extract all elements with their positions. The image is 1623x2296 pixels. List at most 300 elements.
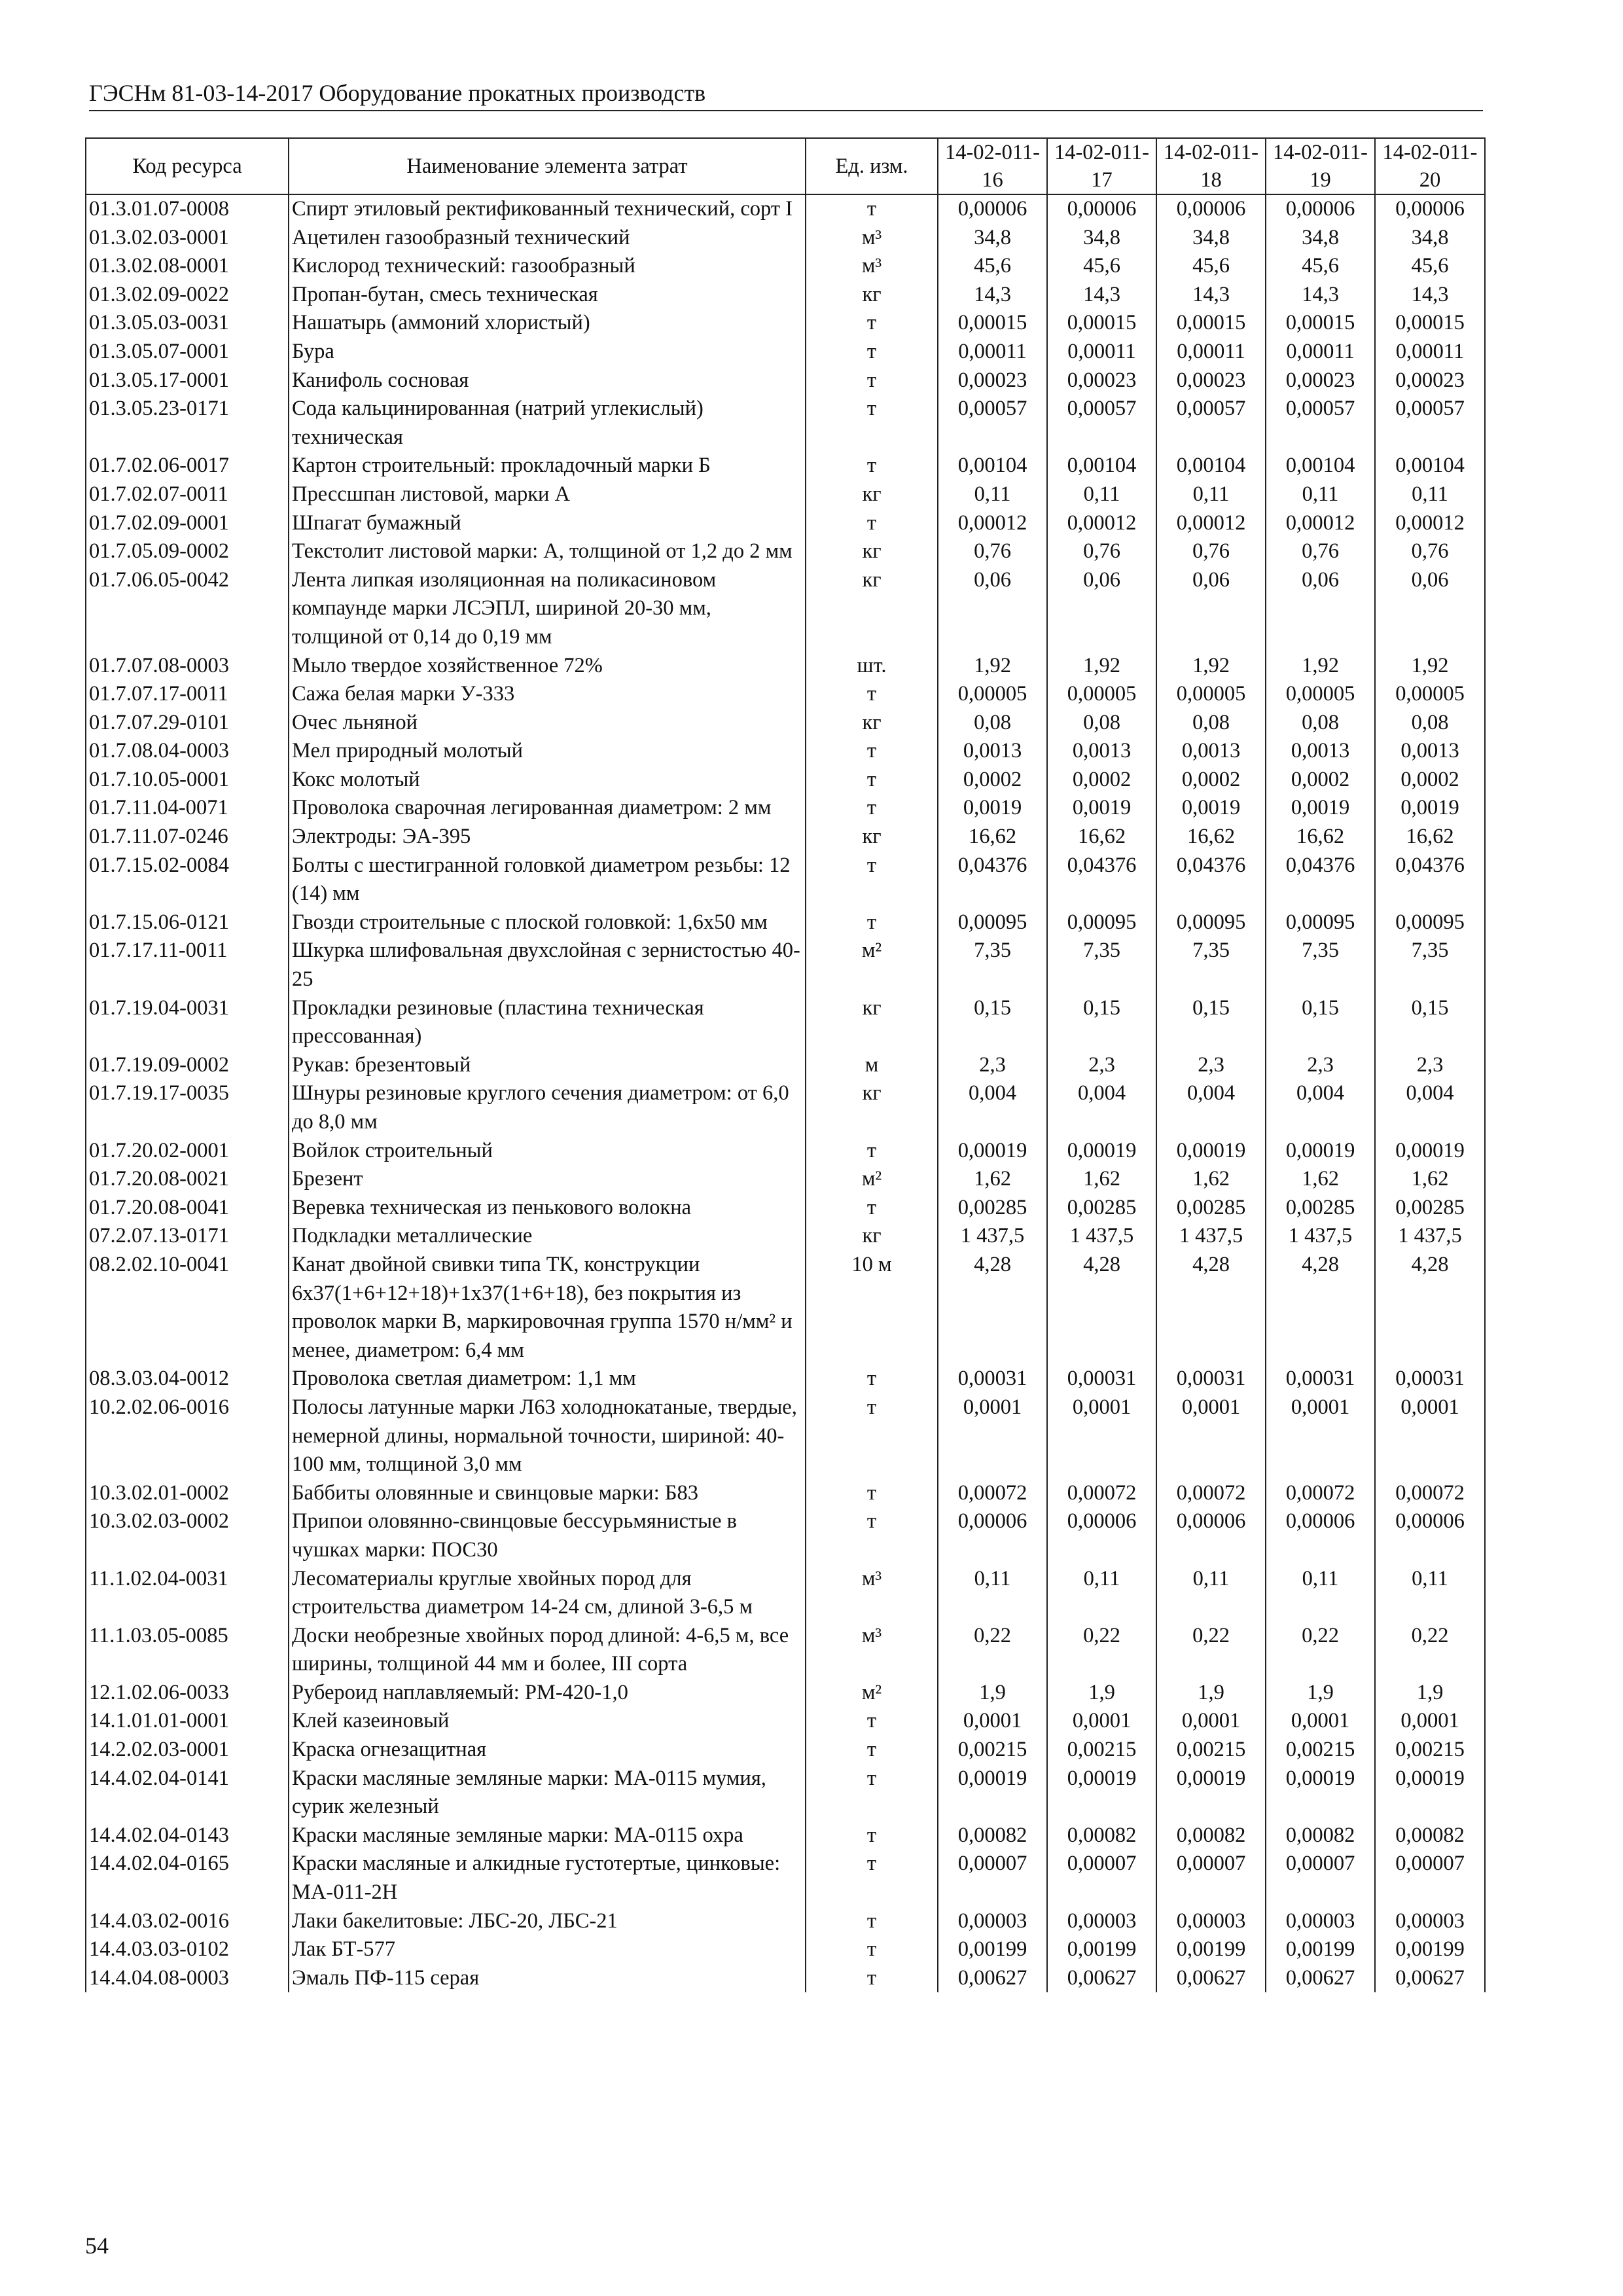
resource-value: 0,04376: [1047, 852, 1156, 908]
column-header: 14-02-011-17: [1047, 138, 1156, 194]
resource-unit: т: [806, 1935, 938, 1964]
resource-value: 0,0001: [1047, 1393, 1156, 1479]
table-row: [86, 338, 1485, 367]
resource-name: Краска огнезащитная: [289, 1736, 806, 1765]
resource-unit: т: [806, 194, 938, 224]
resource-code: 10.3.02.01-0002: [86, 1479, 289, 1508]
resource-value: 0,00095: [1375, 908, 1485, 937]
resource-value: 16,62: [938, 823, 1047, 852]
resource-value: 0,0001: [1156, 1393, 1266, 1479]
resource-value: 34,8: [938, 224, 1047, 253]
resource-unit: кг: [806, 480, 938, 509]
resource-value: 0,00006: [1375, 194, 1485, 224]
resource-value: 0,00019: [1156, 1137, 1266, 1166]
resource-value: 1 437,5: [1156, 1222, 1266, 1251]
resource-value: 0,00199: [1156, 1935, 1266, 1964]
resource-name: Баббиты оловянные и свинцовые марки: Б83: [289, 1479, 806, 1508]
resource-value: 0,00011: [938, 338, 1047, 367]
resource-unit: м: [806, 1051, 938, 1080]
resource-value: 0,11: [1266, 480, 1375, 509]
resource-value: 0,76: [1047, 537, 1156, 566]
resource-value: 16,62: [1375, 823, 1485, 852]
table-row: [86, 452, 1485, 480]
resource-value: 1,92: [1266, 652, 1375, 681]
resource-unit: т: [806, 1507, 938, 1564]
resource-code: 01.3.05.17-0001: [86, 367, 289, 395]
table-row: [86, 709, 1485, 738]
table-row: [86, 537, 1485, 566]
resource-value: 0,00082: [1266, 1821, 1375, 1850]
resource-unit: т: [806, 908, 938, 937]
resource-unit: т: [806, 1479, 938, 1508]
table-row: [86, 1479, 1485, 1508]
resource-value: 0,00285: [1375, 1194, 1485, 1223]
resource-value: 4,28: [938, 1251, 1047, 1365]
resource-value: 0,00007: [1047, 1850, 1156, 1907]
resource-value: 0,00627: [1156, 1964, 1266, 1993]
resource-value: 0,00003: [1047, 1907, 1156, 1936]
resource-value: 0,004: [1047, 1079, 1156, 1136]
resource-value: 0,22: [938, 1622, 1047, 1679]
resource-name: Лента липкая изоляционная на поликасиновом компаунде марки ЛСЭПЛ, шириной 20-30 мм, толщиной от 0,14 до 0,19 мм: [289, 566, 806, 652]
resource-value: 0,08: [1266, 709, 1375, 738]
table-row: [86, 1365, 1485, 1393]
resource-value: 0,00019: [1266, 1137, 1375, 1166]
resource-code: 01.7.15.06-0121: [86, 908, 289, 937]
resource-value: 0,00012: [1266, 509, 1375, 538]
resource-name: Кислород технический: газообразный: [289, 252, 806, 281]
resource-code: 01.3.05.23-0171: [86, 395, 289, 452]
resource-name: Краски масляные земляные марки: МА-0115 мумия, сурик железный: [289, 1765, 806, 1821]
resource-code: 01.7.19.09-0002: [86, 1051, 289, 1080]
resource-unit: т: [806, 1821, 938, 1850]
resource-code: 01.7.07.17-0011: [86, 680, 289, 709]
resource-value: 0,00023: [1375, 367, 1485, 395]
resource-code: 12.1.02.06-0033: [86, 1679, 289, 1708]
resource-unit: м³: [806, 224, 938, 253]
resource-value: 0,04376: [1266, 852, 1375, 908]
resource-value: 0,00005: [938, 680, 1047, 709]
resource-value: 0,00007: [938, 1850, 1047, 1907]
resource-value: 0,00011: [1047, 338, 1156, 367]
resource-value: 0,004: [1156, 1079, 1266, 1136]
table-row: [86, 652, 1485, 681]
resource-name: Текстолит листовой марки: А, толщиной от 1,2 до 2 мм: [289, 537, 806, 566]
resource-unit: т: [806, 1707, 938, 1736]
column-header: 14-02-011-18: [1156, 138, 1266, 194]
resource-value: 0,004: [938, 1079, 1047, 1136]
resource-name: Прокладки резиновые (пластина техническая прессованная): [289, 994, 806, 1051]
resource-unit: т: [806, 452, 938, 480]
resource-value: 0,0019: [1266, 794, 1375, 823]
resource-value: 0,08: [938, 709, 1047, 738]
resource-value: 2,3: [1375, 1051, 1485, 1080]
resource-table: [85, 137, 1486, 1992]
resource-code: 11.1.03.05-0085: [86, 1622, 289, 1679]
resource-name: Канифоль сосновая: [289, 367, 806, 395]
resource-unit: т: [806, 766, 938, 795]
resource-value: 0,00095: [1266, 908, 1375, 937]
resource-name: Нашатырь (аммоний хлористый): [289, 309, 806, 338]
resource-unit: т: [806, 309, 938, 338]
resource-name: Лак БТ-577: [289, 1935, 806, 1964]
resource-value: 45,6: [1266, 252, 1375, 281]
document-header: ГЭСНм 81-03-14-2017 Оборудование прокатных производств: [89, 77, 1483, 111]
resource-value: 0,00627: [938, 1964, 1047, 1993]
table-row: [86, 1679, 1485, 1708]
resource-value: 0,00007: [1156, 1850, 1266, 1907]
resource-unit: т: [806, 367, 938, 395]
resource-value: 0,00215: [1156, 1736, 1266, 1765]
resource-code: 01.3.02.08-0001: [86, 252, 289, 281]
resource-name: Лаки бакелитовые: ЛБС-20, ЛБС-21: [289, 1907, 806, 1936]
resource-name: Шпагат бумажный: [289, 509, 806, 538]
resource-value: 0,00072: [1375, 1479, 1485, 1508]
table-row: [86, 1622, 1485, 1679]
resource-value: 34,8: [1375, 224, 1485, 253]
resource-value: 0,0002: [1375, 766, 1485, 795]
resource-value: 0,00012: [1047, 509, 1156, 538]
resource-value: 0,0001: [1266, 1393, 1375, 1479]
resource-value: 34,8: [1047, 224, 1156, 253]
resource-code: 01.3.05.07-0001: [86, 338, 289, 367]
resource-value: 1 437,5: [1375, 1222, 1485, 1251]
resource-unit: т: [806, 509, 938, 538]
resource-code: 01.7.06.05-0042: [86, 566, 289, 652]
resource-value: 0,00019: [938, 1137, 1047, 1166]
resource-value: 0,00285: [1266, 1194, 1375, 1223]
resource-code: 10.3.02.03-0002: [86, 1507, 289, 1564]
resource-value: 0,00199: [938, 1935, 1047, 1964]
resource-value: 0,11: [938, 1565, 1047, 1622]
resource-code: 01.3.02.09-0022: [86, 281, 289, 310]
table-row: [86, 1964, 1485, 1993]
resource-value: 0,00072: [1266, 1479, 1375, 1508]
resource-code: 01.7.07.29-0101: [86, 709, 289, 738]
resource-value: 0,15: [1375, 994, 1485, 1051]
resource-value: 0,00072: [1156, 1479, 1266, 1508]
resource-value: 0,0002: [1047, 766, 1156, 795]
resource-code: 08.2.02.10-0041: [86, 1251, 289, 1365]
resource-value: 7,35: [1156, 937, 1266, 994]
table-row: [86, 480, 1485, 509]
resource-value: 0,00023: [1156, 367, 1266, 395]
table-row: [86, 281, 1485, 310]
resource-code: 14.4.04.08-0003: [86, 1964, 289, 1993]
resource-value: 34,8: [1266, 224, 1375, 253]
resource-value: 0,00095: [1156, 908, 1266, 937]
column-header: Ед. изм.: [806, 138, 938, 194]
resource-value: 0,00215: [1266, 1736, 1375, 1765]
resource-value: 45,6: [1156, 252, 1266, 281]
resource-value: 0,0002: [1156, 766, 1266, 795]
resource-value: 0,08: [1047, 709, 1156, 738]
resource-name: Мел природный молотый: [289, 737, 806, 766]
table-row: [86, 908, 1485, 937]
resource-code: 14.1.01.01-0001: [86, 1707, 289, 1736]
resource-value: 0,0001: [1047, 1707, 1156, 1736]
table-row: [86, 1907, 1485, 1936]
resource-unit: м³: [806, 1622, 938, 1679]
resource-unit: м²: [806, 937, 938, 994]
resource-unit: т: [806, 680, 938, 709]
resource-unit: т: [806, 1194, 938, 1223]
resource-value: 0,04376: [938, 852, 1047, 908]
resource-value: 0,00285: [1047, 1194, 1156, 1223]
table-row: [86, 852, 1485, 908]
resource-value: 14,3: [1266, 281, 1375, 310]
resource-code: 01.7.08.04-0003: [86, 737, 289, 766]
resource-unit: кг: [806, 994, 938, 1051]
resource-value: 0,22: [1156, 1622, 1266, 1679]
resource-value: 0,00019: [1047, 1765, 1156, 1821]
resource-name: Доски необрезные хвойных пород длиной: 4-6,5 м, все ширины, толщиной 44 мм и более, III сорта: [289, 1622, 806, 1679]
resource-name: Полосы латунные марки Л63 холоднокатаные, твердые, немерной длины, нормальной точности, шириной: 40-100 мм, толщиной 3,0 мм: [289, 1393, 806, 1479]
resource-name: Проволока сварочная легированная диаметром: 2 мм: [289, 794, 806, 823]
resource-value: 1,9: [1047, 1679, 1156, 1708]
column-header: Код ресурса: [86, 138, 289, 194]
resource-unit: т: [806, 852, 938, 908]
resource-value: 0,00003: [1375, 1907, 1485, 1936]
resource-value: 34,8: [1156, 224, 1266, 253]
resource-value: 0,0013: [1266, 737, 1375, 766]
resource-unit: т: [806, 1765, 938, 1821]
table-row: [86, 367, 1485, 395]
resource-value: 0,00072: [1047, 1479, 1156, 1508]
resource-value: 1,92: [938, 652, 1047, 681]
resource-unit: м²: [806, 1165, 938, 1194]
resource-value: 0,11: [1047, 480, 1156, 509]
resource-unit: кг: [806, 566, 938, 652]
resource-value: 0,00003: [1266, 1907, 1375, 1936]
resource-unit: 10 м: [806, 1251, 938, 1365]
resource-value: 0,11: [1156, 1565, 1266, 1622]
resource-name: Рубероид наплавляемый: РМ-420-1,0: [289, 1679, 806, 1708]
table-row: [86, 1707, 1485, 1736]
resource-value: 0,00031: [1047, 1365, 1156, 1393]
resource-value: 4,28: [1156, 1251, 1266, 1365]
resource-value: 0,00031: [1375, 1365, 1485, 1393]
resource-name: Канат двойной свивки типа ТК, конструкции 6х37(1+6+12+18)+1х37(1+6+18), без покрытия из проволок марки В, маркировочная группа 1570 н/мм² и менее, диаметром: 6,4 мм: [289, 1251, 806, 1365]
resource-name: Проволока светлая диаметром: 1,1 мм: [289, 1365, 806, 1393]
resource-value: 0,04376: [1156, 852, 1266, 908]
resource-value: 0,15: [938, 994, 1047, 1051]
resource-value: 0,00285: [938, 1194, 1047, 1223]
table-row: [86, 1565, 1485, 1622]
resource-value: 0,00095: [1047, 908, 1156, 937]
resource-value: 1,62: [938, 1165, 1047, 1194]
resource-value: 0,00057: [938, 395, 1047, 452]
resource-value: 0,00104: [1375, 452, 1485, 480]
resource-value: 0,00104: [1156, 452, 1266, 480]
table-row: [86, 509, 1485, 538]
resource-value: 0,00627: [1266, 1964, 1375, 1993]
resource-value: 14,3: [1047, 281, 1156, 310]
resource-value: 0,06: [1266, 566, 1375, 652]
resource-value: 0,00082: [1375, 1821, 1485, 1850]
resource-unit: т: [806, 1850, 938, 1907]
table-row: [86, 224, 1485, 253]
table-row: [86, 1393, 1485, 1479]
resource-value: 0,00006: [1266, 194, 1375, 224]
resource-code: 01.3.05.03-0031: [86, 309, 289, 338]
resource-unit: т: [806, 338, 938, 367]
resource-value: 1,62: [1156, 1165, 1266, 1194]
resource-value: 0,15: [1266, 994, 1375, 1051]
resource-value: 4,28: [1266, 1251, 1375, 1365]
resource-value: 0,004: [1375, 1079, 1485, 1136]
resource-value: 0,76: [1375, 537, 1485, 566]
column-header: 14-02-011-16: [938, 138, 1047, 194]
resource-unit: т: [806, 1736, 938, 1765]
resource-value: 0,00015: [1156, 309, 1266, 338]
resource-value: 2,3: [1156, 1051, 1266, 1080]
resource-code: 01.7.15.02-0084: [86, 852, 289, 908]
resource-value: 0,00627: [1047, 1964, 1156, 1993]
resource-value: 0,00082: [938, 1821, 1047, 1850]
resource-value: 0,00057: [1156, 395, 1266, 452]
table-row: [86, 566, 1485, 652]
resource-value: 1,92: [1047, 652, 1156, 681]
resource-value: 1,92: [1156, 652, 1266, 681]
resource-value: 0,06: [1156, 566, 1266, 652]
table-row: [86, 252, 1485, 281]
resource-value: 0,004: [1266, 1079, 1375, 1136]
resource-name: Веревка техническая из пенькового волокна: [289, 1194, 806, 1223]
resource-value: 0,00005: [1047, 680, 1156, 709]
resource-value: 2,3: [938, 1051, 1047, 1080]
resource-value: 1 437,5: [1266, 1222, 1375, 1251]
resource-name: Подкладки металлические: [289, 1222, 806, 1251]
resource-value: 0,15: [1047, 994, 1156, 1051]
resource-code: 11.1.02.04-0031: [86, 1565, 289, 1622]
resource-value: 0,0001: [938, 1393, 1047, 1479]
resource-value: 0,00019: [938, 1765, 1047, 1821]
resource-value: 0,0013: [1375, 737, 1485, 766]
resource-unit: т: [806, 1365, 938, 1393]
resource-value: 0,0019: [1375, 794, 1485, 823]
table-row: [86, 1821, 1485, 1850]
resource-value: 0,00006: [1047, 194, 1156, 224]
resource-name: Кокс молотый: [289, 766, 806, 795]
table-row: [86, 680, 1485, 709]
resource-code: 01.7.17.11-0011: [86, 937, 289, 994]
resource-unit: т: [806, 1393, 938, 1479]
resource-value: 0,00057: [1375, 395, 1485, 452]
column-header: 14-02-011-19: [1266, 138, 1375, 194]
resource-value: 0,00095: [938, 908, 1047, 937]
resource-code: 01.7.19.17-0035: [86, 1079, 289, 1136]
resource-value: 0,76: [1156, 537, 1266, 566]
resource-name: Краски масляные земляные марки: МА-0115 охра: [289, 1821, 806, 1850]
resource-code: 01.7.19.04-0031: [86, 994, 289, 1051]
resource-unit: т: [806, 737, 938, 766]
resource-name: Припои оловянно-свинцовые бессурьмянистые в чушках марки: ПОС30: [289, 1507, 806, 1564]
table-row: [86, 823, 1485, 852]
resource-value: 45,6: [1375, 252, 1485, 281]
resource-value: 0,00003: [938, 1907, 1047, 1936]
resource-value: 0,00019: [1375, 1765, 1485, 1821]
resource-name: Спирт этиловый ректификованный технический, сорт I: [289, 194, 806, 224]
resource-value: 45,6: [938, 252, 1047, 281]
resource-unit: т: [806, 794, 938, 823]
resource-name: Эмаль ПФ-115 серая: [289, 1964, 806, 1993]
resource-value: 1,62: [1266, 1165, 1375, 1194]
resource-value: 0,00215: [1375, 1736, 1485, 1765]
resource-value: 0,00015: [1266, 309, 1375, 338]
resource-code: 01.7.20.08-0041: [86, 1194, 289, 1223]
resource-value: 0,00006: [938, 1507, 1047, 1564]
resource-value: 16,62: [1156, 823, 1266, 852]
resource-unit: м³: [806, 1565, 938, 1622]
resource-value: 0,00005: [1375, 680, 1485, 709]
resource-value: 0,00006: [938, 194, 1047, 224]
resource-name: Лесоматериалы круглые хвойных пород для строительства диаметром 14-24 см, длиной 3-6,5 м: [289, 1565, 806, 1622]
resource-value: 0,00031: [938, 1365, 1047, 1393]
resource-value: 0,0019: [1047, 794, 1156, 823]
resource-value: 0,00082: [1047, 1821, 1156, 1850]
resource-value: 0,00285: [1156, 1194, 1266, 1223]
table-row: [86, 1051, 1485, 1080]
resource-name: Гвозди строительные с плоской головкой: 1,6х50 мм: [289, 908, 806, 937]
resource-value: 0,00011: [1266, 338, 1375, 367]
resource-unit: т: [806, 1907, 938, 1936]
resource-code: 14.4.03.02-0016: [86, 1907, 289, 1936]
table-row: [86, 1935, 1485, 1964]
resource-name: Болты с шестигранной головкой диаметром резьбы: 12 (14) мм: [289, 852, 806, 908]
resource-value: 0,00006: [1375, 1507, 1485, 1564]
resource-value: 0,00072: [938, 1479, 1047, 1508]
resource-name: Картон строительный: прокладочный марки Б: [289, 452, 806, 480]
table-row: [86, 1765, 1485, 1821]
resource-value: 14,3: [1156, 281, 1266, 310]
resource-unit: шт.: [806, 652, 938, 681]
resource-unit: кг: [806, 1079, 938, 1136]
resource-value: 0,00006: [1156, 1507, 1266, 1564]
resource-name: Шнуры резиновые круглого сечения диаметром: от 6,0 до 8,0 мм: [289, 1079, 806, 1136]
resource-code: 01.7.11.04-0071: [86, 794, 289, 823]
resource-code: 01.7.02.09-0001: [86, 509, 289, 538]
resource-code: 01.7.02.06-0017: [86, 452, 289, 480]
resource-name: Сода кальцинированная (натрий углекислый) техническая: [289, 395, 806, 452]
resource-value: 0,00007: [1266, 1850, 1375, 1907]
resource-value: 0,08: [1156, 709, 1266, 738]
resource-unit: кг: [806, 709, 938, 738]
resource-value: 45,6: [1047, 252, 1156, 281]
resource-value: 0,15: [1156, 994, 1266, 1051]
resource-value: 0,00104: [938, 452, 1047, 480]
resource-code: 08.3.03.04-0012: [86, 1365, 289, 1393]
resource-value: 0,00006: [1047, 1507, 1156, 1564]
resource-value: 0,00199: [1375, 1935, 1485, 1964]
table-row: [86, 766, 1485, 795]
resource-value: 2,3: [1266, 1051, 1375, 1080]
resource-value: 0,0019: [938, 794, 1047, 823]
table-row: [86, 937, 1485, 994]
resource-value: 0,00627: [1375, 1964, 1485, 1993]
resource-value: 0,00012: [1156, 509, 1266, 538]
resource-value: 0,00023: [1047, 367, 1156, 395]
resource-value: 0,0001: [1266, 1707, 1375, 1736]
resource-value: 0,11: [938, 480, 1047, 509]
resource-unit: кг: [806, 1222, 938, 1251]
resource-value: 1,62: [1375, 1165, 1485, 1194]
resource-value: 0,00005: [1266, 680, 1375, 709]
resource-name: Брезент: [289, 1165, 806, 1194]
resource-unit: м²: [806, 1679, 938, 1708]
resource-value: 0,08: [1375, 709, 1485, 738]
resource-unit: кг: [806, 281, 938, 310]
